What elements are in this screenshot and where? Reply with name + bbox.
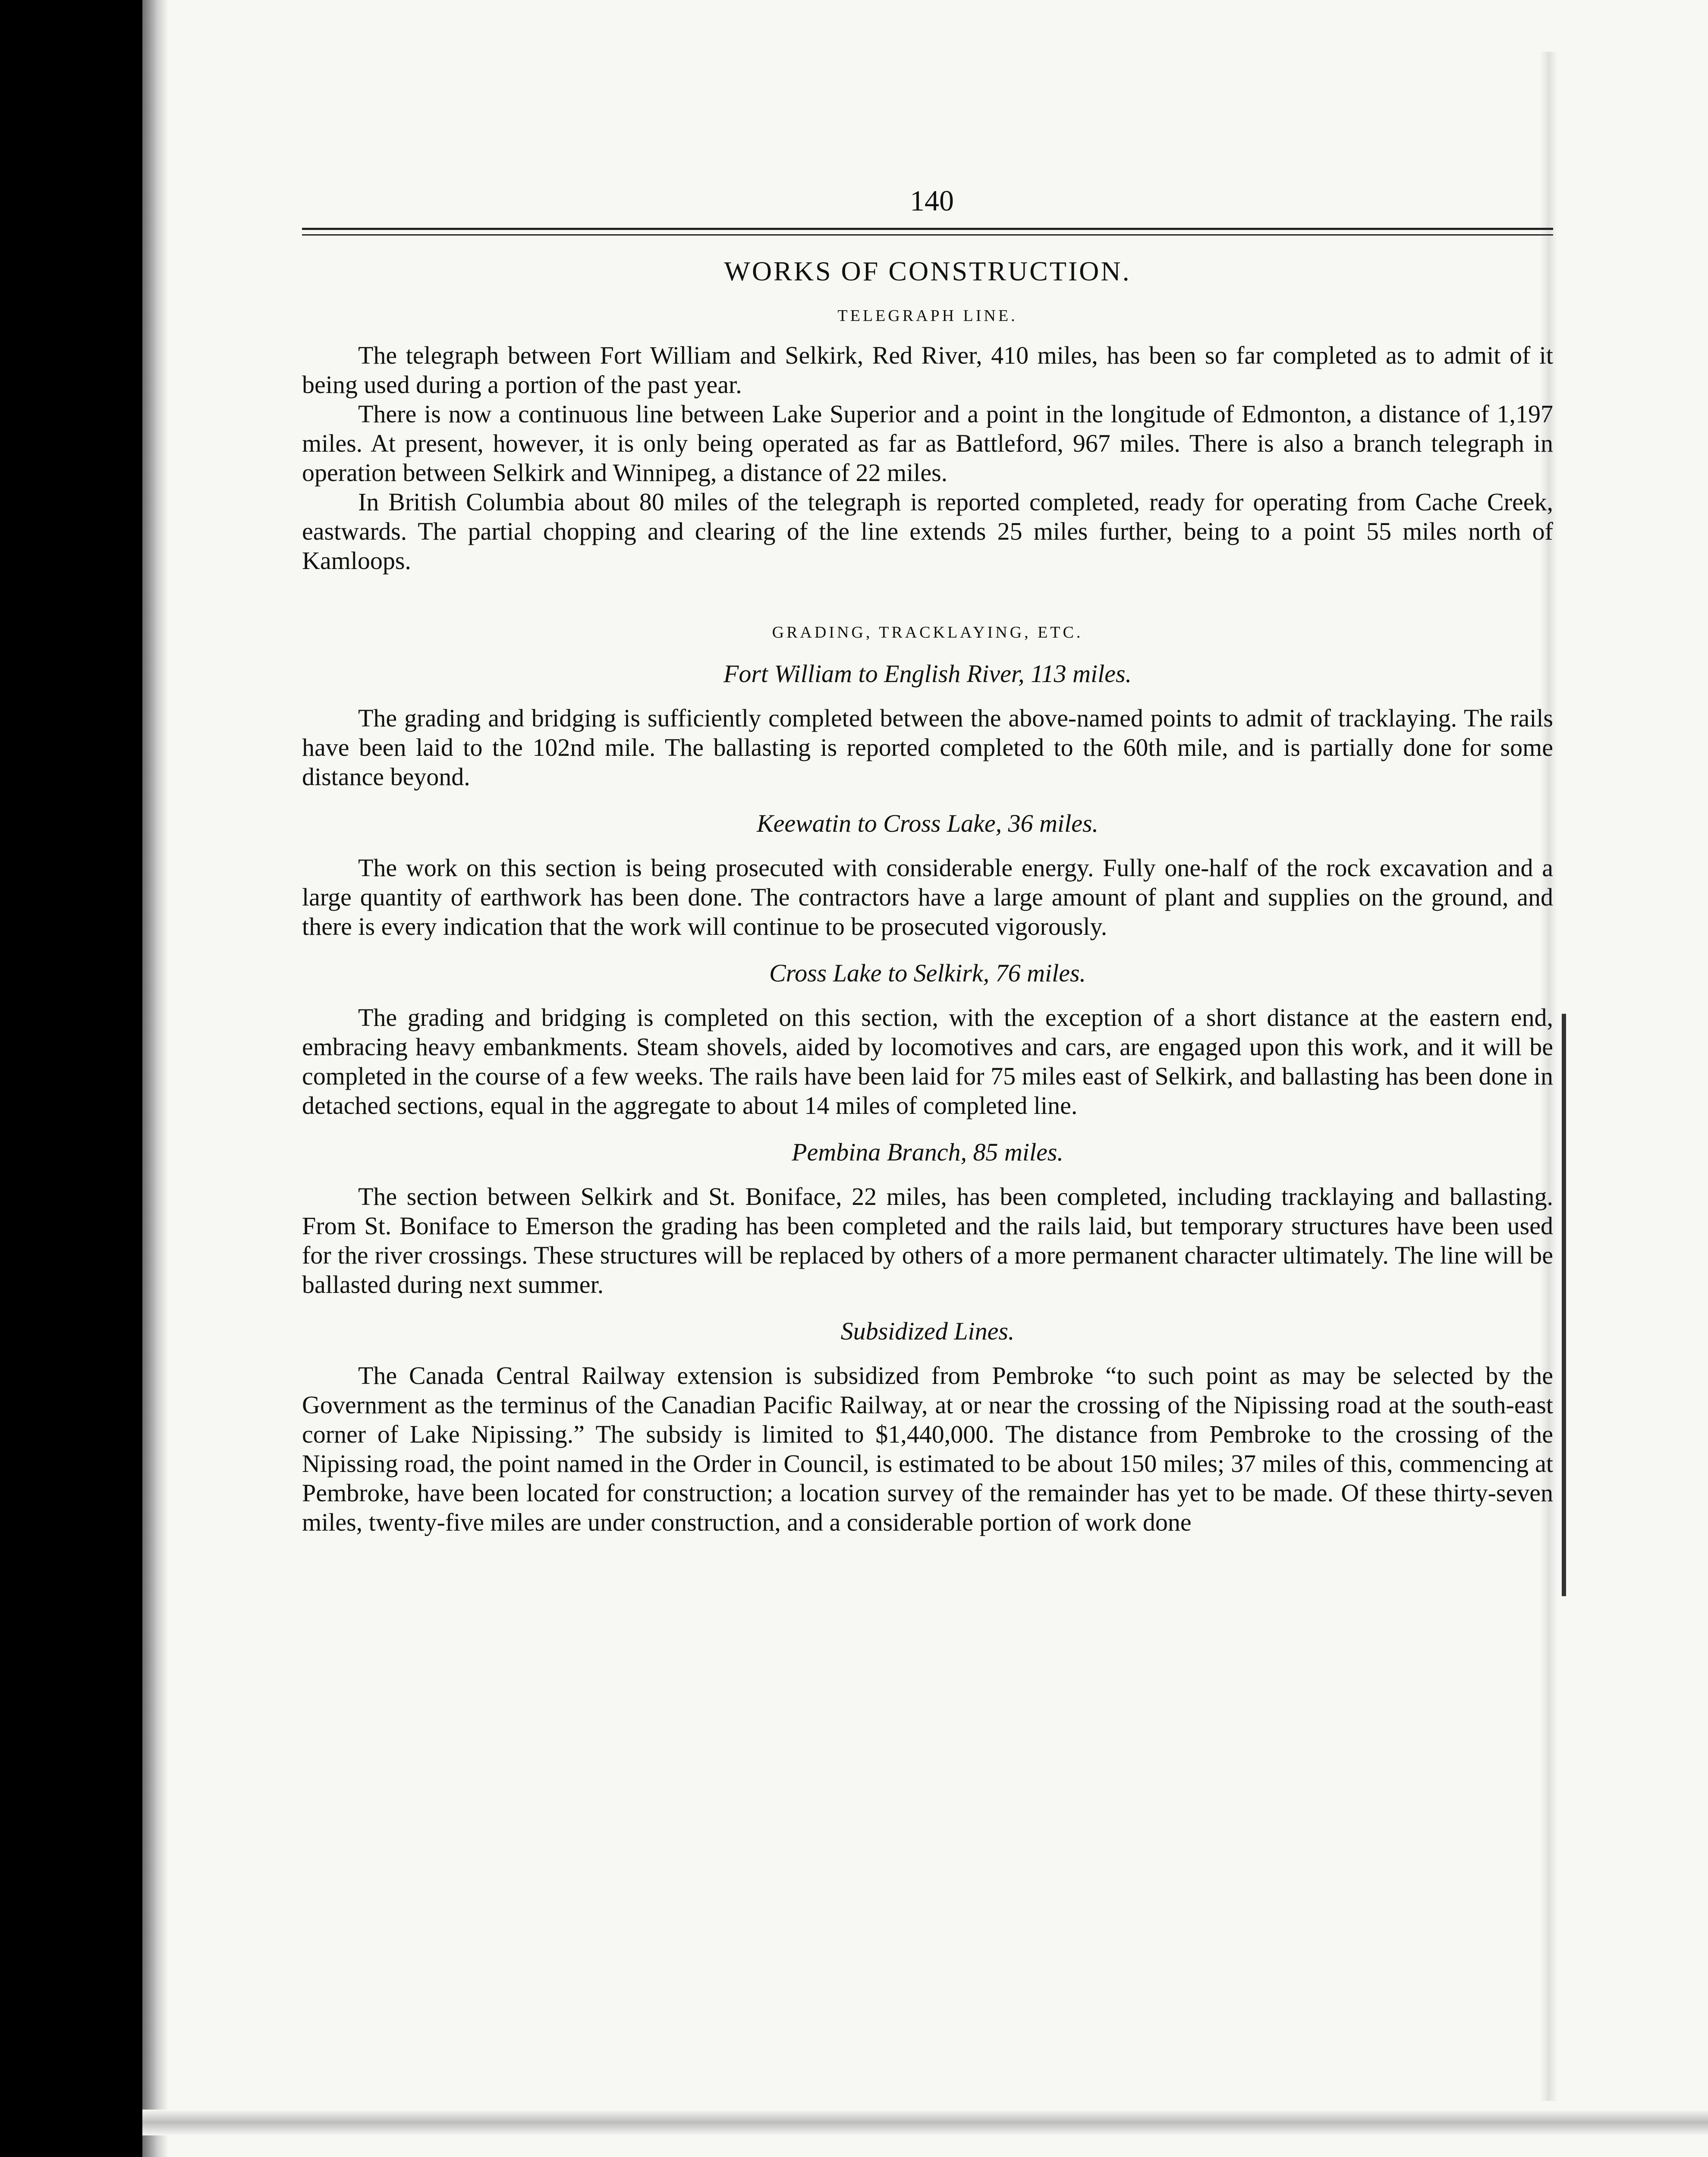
subsection-heading: Pembina Branch, 85 miles. — [792, 1138, 1063, 1166]
page-title: WORKS OF CONSTRUCTION. — [724, 256, 1131, 286]
scanned-page — [142, 0, 1708, 2157]
subsection-heading: Fort William to English River, 113 miles. — [723, 660, 1132, 688]
page-bottom-edge — [142, 2110, 1708, 2135]
subsection-heading: Cross Lake to Selkirk, 76 miles. — [769, 959, 1086, 987]
paragraph: The grading and bridging is completed on this section, with the exception of a short distance at the eastern end, embracing heavy embankments. Steam shovels, aided by locomotives and cars, are engaged upon this work, and it will be completed in the course of a few weeks. The rails have been laid for 75 miles east of Selkirk, and ballasting has been done in detached sections, equal in the aggregate to about 14 miles of completed line. — [302, 1003, 1553, 1119]
section-heading-telegraph: TELEGRAPH LINE. — [837, 307, 1018, 325]
paragraph: The grading and bridging is sufficiently completed between the above-named points to admit of tracklaying. The rails have been laid to the 102nd mile. The ballasting is reported completed to the 60th mile, and is partially done for some distance beyond. — [302, 704, 1553, 791]
page-content — [302, 181, 1553, 1537]
section-heading-grading: GRADING, TRACKLAYING, ETC. — [772, 623, 1083, 641]
paragraph: The work on this section is being prosecuted with considerable energy. Fully one-half of the rock excavation and a large quantity of earthwork has been done. The contractors have a large amount of plant and supplies on the ground, and there is every indication that the work will continue to be prosecuted vigorously. — [302, 854, 1553, 940]
page-number: 140 — [910, 184, 954, 217]
subsection-heading: Subsidized Lines. — [840, 1317, 1015, 1345]
header-rule-thin — [302, 234, 1553, 236]
margin-rule — [1562, 1014, 1566, 1596]
paragraph: In British Columbia about 80 miles of the telegraph is reported completed, ready for operating from Cache Creek, eastwards. The partial chopping and clearing of the line extends 25 miles further, being to a point 55 miles north of Kamloops. — [302, 488, 1553, 575]
paragraph: There is now a continuous line between Lake Superior and a point in the longitude of Edmonton, a distance of 1,197 miles. At present, however, it is only being operated as far as Battleford, 967 miles. There is also a branch telegraph in operation between Selkirk and Winnipeg, a distance of 22 miles. — [302, 400, 1553, 487]
paragraph: The section between Selkirk and St. Boniface, 22 miles, has been completed, including tracklaying and ballasting. From St. Boniface to Emerson the grading has been completed and the rails laid, but temporary structures have been used for the river crossings. These structures will be replaced by others of a more permanent character ultimately. The line will be ballasted during next summer. — [302, 1182, 1553, 1299]
subsection-heading: Keewatin to Cross Lake, 36 miles. — [756, 809, 1099, 837]
paragraph: The Canada Central Railway extension is subsidized from Pembroke “to such point as may be selected by the Government as the terminus of the Canadian Pacific Railway, at or near the crossing of the Nipissing road at the south-east corner of Lake Nipissing.” The subsidy is limited to $1,440,000. The distance from Pembroke to the crossing of the Nipissing road, the point named in the Order in Council, is estimated to be about 150 miles; 37 miles of this, commencing at Pembroke, have been located for construction; a location survey of the remainder has yet to be made. Of these thirty-seven miles, twenty-five miles are under construction, and a considerable portion of work done — [302, 1361, 1553, 1536]
paragraph: The telegraph between Fort William and Selkirk, Red River, 410 miles, has been so far completed as to admit of it being used during a portion of the past year. — [302, 341, 1553, 399]
binding-gutter — [142, 0, 168, 2157]
header-rule — [302, 228, 1553, 230]
